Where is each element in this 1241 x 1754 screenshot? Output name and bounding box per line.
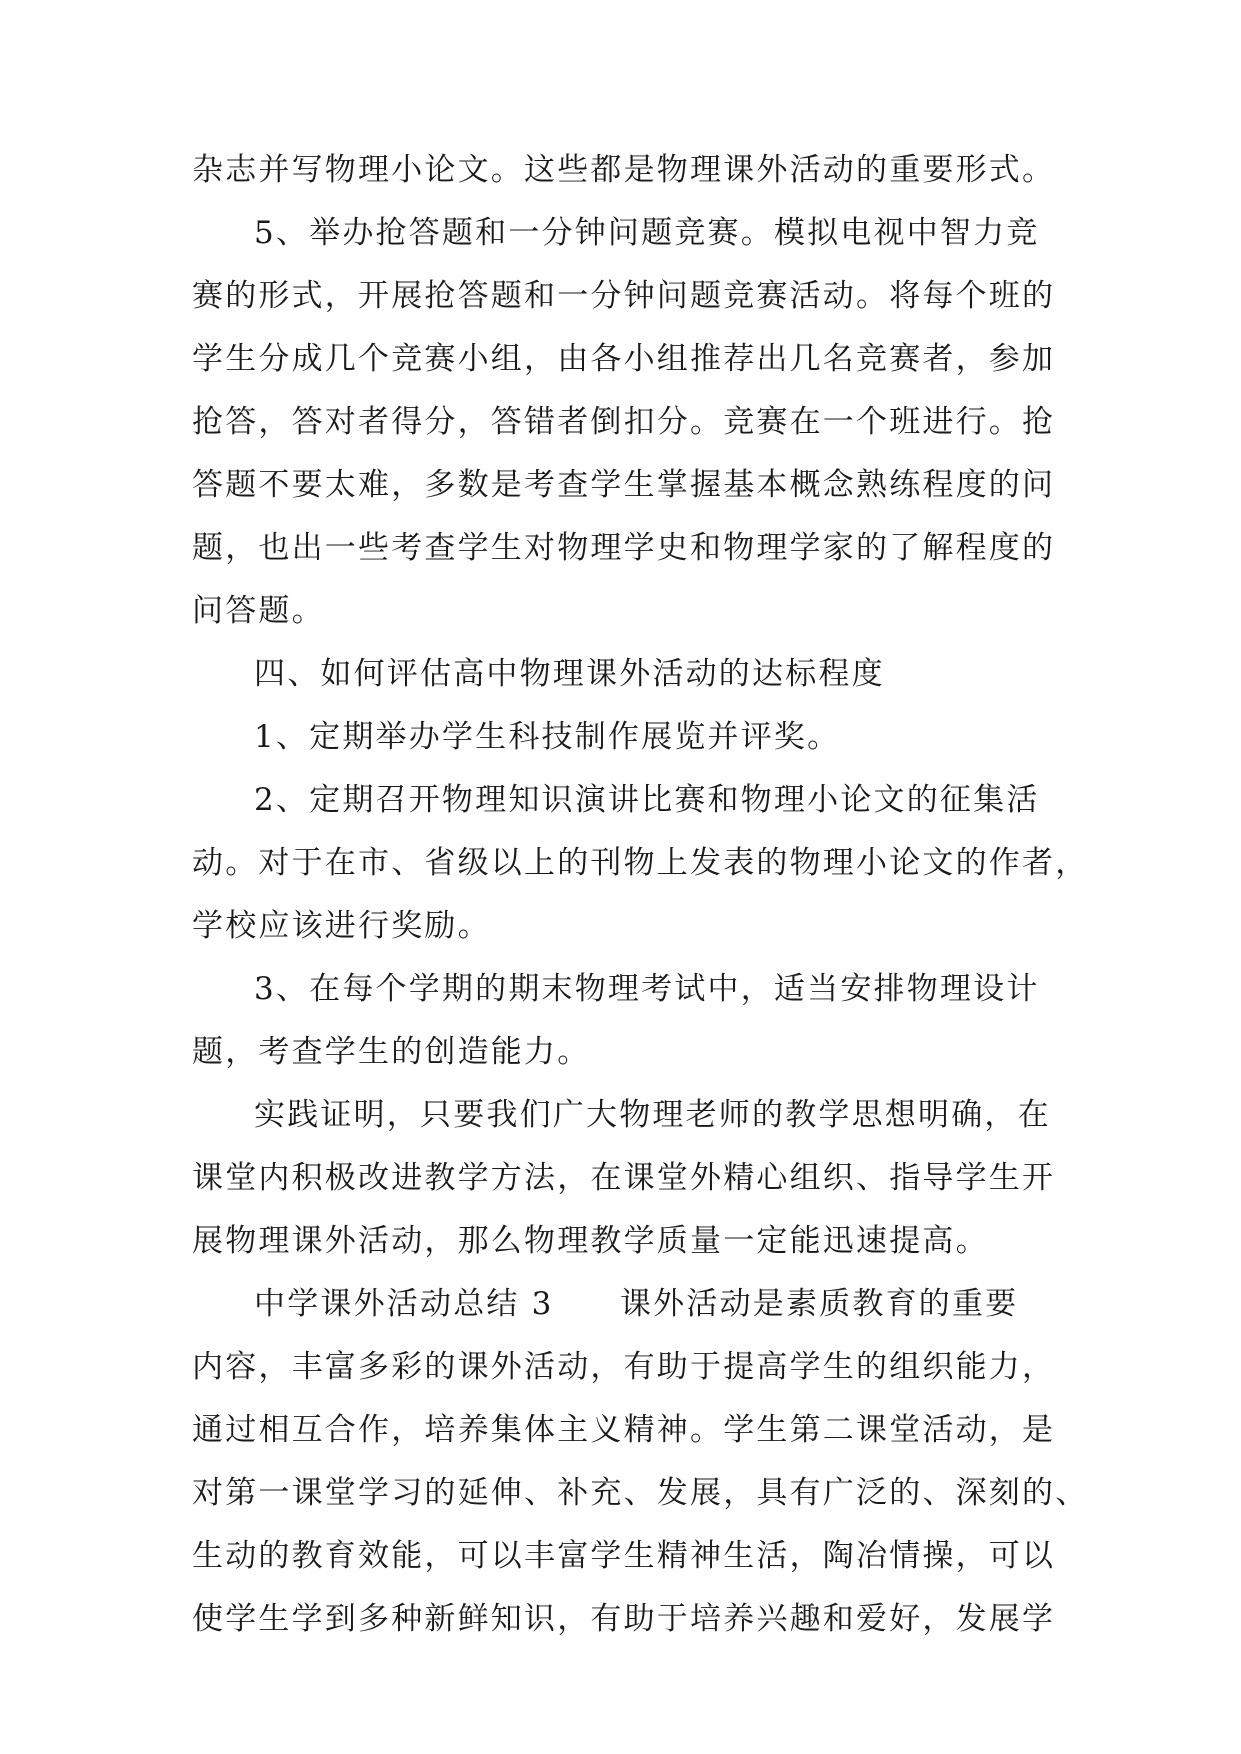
text-line: 题，考查学生的创造能力。 [192,1034,591,1070]
text-line: 抢答，答对者得分，答错者倒扣分。竞赛在一个班进行。抢 [192,404,1056,440]
text-line: 2、定期召开物理知识演讲比赛和物理小论文的征集活 [254,782,1040,818]
text-line: 使学生学到多种新鲜知识，有助于培养兴趣和爱好，发展学 [192,1601,1056,1637]
text-line: 学校应该进行奖励。 [192,908,491,944]
text-line: 动。对于在市、省级以上的刊物上发表的物理小论文的作者， [192,845,1089,881]
text-line: 学生分成几个竞赛小组，由各小组推荐出几名竞赛者，参加 [192,341,1056,377]
text-line: 杂志并写物理小论文。这些都是物理课外活动的重要形式。 [192,152,1056,188]
text-line: 赛的形式，开展抢答题和一分钟问题竞赛活动。将每个班的 [192,278,1056,314]
text-line: 1、定期举办学生科技制作展览并评奖。 [254,719,841,755]
text-line: 问答题。 [192,593,325,629]
text-line: 5、举办抢答题和一分钟问题竞赛。模拟电视中智力竞 [254,215,1040,251]
text-line: 展物理课外活动，那么物理教学质量一定能迅速提高。 [192,1223,989,1259]
text-line: 实践证明，只要我们广大物理老师的教学思想明确，在 [254,1097,1051,1133]
text-line: 对第一课堂学习的延伸、补充、发展，具有广泛的、深刻的、 [192,1475,1089,1511]
text-line: 生动的教育效能，可以丰富学生精神生活，陶冶情操，可以 [192,1538,1056,1574]
section-heading: 四、如何评估高中物理课外活动的达标程度 [254,656,885,692]
text-line: 课堂内积极改进教学方法，在课堂外精心组织、指导学生开 [192,1160,1056,1196]
text-line: 3、在每个学期的期末物理考试中，适当安排物理设计 [254,971,1040,1007]
text-line: 通过相互合作，培养集体主义精神。学生第二课堂活动，是 [192,1412,1056,1448]
text-line: 题，也出一些考查学生对物理学史和物理学家的了解程度的 [192,530,1056,566]
text-line: 中学课外活动总结 3 课外活动是素质教育的重要 [254,1286,1019,1322]
text-line: 答题不要太难，多数是考查学生掌握基本概念熟练程度的问 [192,467,1056,503]
text-line: 内容，丰富多彩的课外活动，有助于提高学生的组织能力， [192,1349,1056,1385]
